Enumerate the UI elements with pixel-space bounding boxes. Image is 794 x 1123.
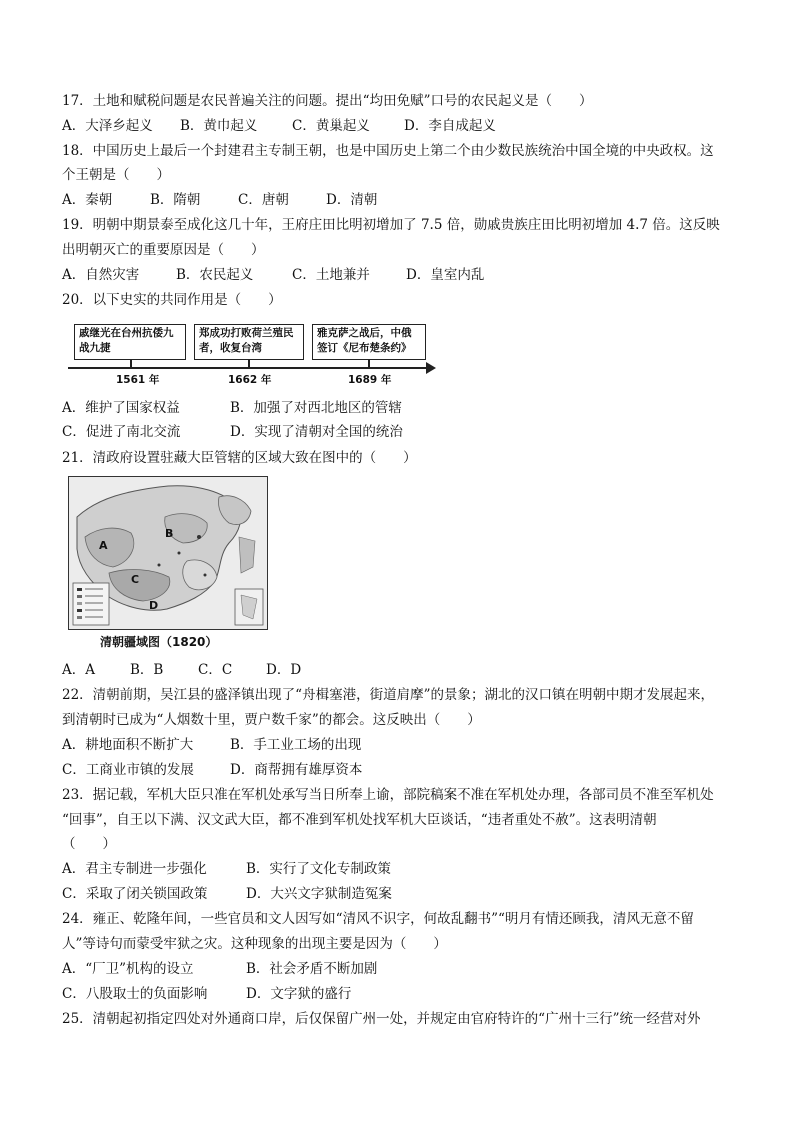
question-19-stem-line2: 出明朝灭亡的重要原因是（ ） <box>62 242 265 258</box>
question-23-stem-line3: （ ） <box>62 836 116 852</box>
question-19-options <box>62 265 484 285</box>
q20-option-d: D．实现了清朝对全国的统治 <box>230 424 403 440</box>
q24-option-b: B．社会矛盾不断加剧 <box>246 961 378 977</box>
q17-option-a: A．大泽乡起义 <box>62 118 153 134</box>
timeline-tick <box>130 360 132 369</box>
timeline-year-3: 1689 年 <box>348 374 392 386</box>
q21-option-b: B．B <box>130 662 164 678</box>
q17-option-b: B．黄巾起义 <box>180 118 258 134</box>
q24-option-a: A．“厂卫”机构的设立 <box>62 961 194 977</box>
map-label-d: D <box>149 599 159 612</box>
q19-option-c: C．土地兼并 <box>292 267 370 283</box>
q21-option-a: A．A <box>62 662 95 678</box>
question-22-stem-line2: 到清朝时已成为“人烟数十里，贾户数千家”的都会。这反映出（ ） <box>62 712 481 728</box>
q21-option-d: D．D <box>266 662 302 678</box>
map-caption: 清朝疆域图（1820） <box>100 635 218 649</box>
question-23-stem-line2: “回事”，自王以下满、汉文武大臣，都不准到军机处找军机大臣谈话，“违者重处不赦”。这表明清朝 <box>62 812 657 828</box>
question-25-stem-line1: 25．清朝起初指定四处对外通商口岸，后仅保留广州一处，并规定由官府特许的“广州十三行”统一经营对外 <box>62 1011 701 1027</box>
question-24-stem-line2: 人”等诗句而蒙受牢狱之灾。这种现象的出现主要是因为（ ） <box>62 936 447 952</box>
timeline-year-1: 1561 年 <box>116 374 160 386</box>
q19-option-d: D．皇室内乱 <box>406 267 485 283</box>
q24-option-d: D．文字狱的盛行 <box>246 986 352 1002</box>
q22-option-c: C．工商业市镇的发展 <box>62 762 194 778</box>
question-24-options-row1 <box>62 959 377 979</box>
question-20-stem: 20．以下史实的共同作用是（ ） <box>62 292 282 308</box>
q23-option-b: B．实行了文化专制政策 <box>246 861 391 877</box>
question-19-stem-line1: 19．明朝中期景泰至成化这几十年，王府庄田比明初增加了 7.5 倍，勋戚贵族庄田比明初增加 4.7 倍。这反映 <box>62 217 720 233</box>
q19-option-b: B．农民起义 <box>176 267 254 283</box>
timeline-arrow-icon <box>426 362 436 374</box>
question-18-options <box>62 190 377 210</box>
question-18-stem-line2: 个王朝是（ ） <box>62 167 170 183</box>
map-label-c: C <box>131 573 140 586</box>
question-23-options-row2 <box>62 884 392 904</box>
q23-option-c: C．采取了闭关锁国政策 <box>62 886 208 902</box>
timeline-tick <box>248 360 250 369</box>
question-20-options-row2 <box>62 422 403 442</box>
map-image <box>69 477 267 629</box>
map-label-b: B <box>165 527 174 540</box>
map-label-a: A <box>99 539 108 552</box>
question-18-stem-line1: 18．中国历史上最后一个封建君主专制王朝，也是中国历史上第二个由少数民族统治中国全境的中央政权。这 <box>62 143 714 159</box>
question-22-options-row2 <box>62 760 362 780</box>
q18-option-d: D．清朝 <box>326 192 378 208</box>
q20-option-c: C．促进了南北交流 <box>62 424 181 440</box>
question-23-options-row1 <box>62 859 391 879</box>
q23-option-d: D．大兴文字狱制造冤案 <box>246 886 392 902</box>
timeline-year-2: 1662 年 <box>228 374 272 386</box>
q21-option-c: C．C <box>198 662 233 678</box>
q22-option-a: A．耕地面积不断扩大 <box>62 737 194 753</box>
q18-option-a: A．秦朝 <box>62 192 113 208</box>
q19-option-a: A．自然灾害 <box>62 267 140 283</box>
timeline-event-1: 戚继光在台州抗倭九战九捷 <box>74 324 186 360</box>
timeline-figure <box>68 318 440 386</box>
q18-option-b: B．隋朝 <box>150 192 201 208</box>
timeline-event-3: 雅克萨之战后，中俄签订《尼布楚条约》 <box>312 324 426 360</box>
q17-option-d: D．李自成起义 <box>404 118 496 134</box>
q18-option-c: C．唐朝 <box>238 192 289 208</box>
timeline-tick <box>368 360 370 369</box>
q23-option-a: A．君主专制进一步强化 <box>62 861 207 877</box>
question-24-stem-line1: 24．雍正、乾隆年间，一些官员和文人因写如“清风不识字，何故乱翻书”“明月有情还顾我，清风无意不留 <box>62 911 694 927</box>
q20-option-b: B．加强了对西北地区的管辖 <box>230 400 402 416</box>
question-21-stem: 21．清政府设置驻藏大臣管辖的区域大致在图中的（ ） <box>62 450 417 466</box>
question-20-options-row1 <box>62 398 402 418</box>
question-17-stem: 17．土地和赋税问题是农民普遍关注的问题。提出“均田免赋”口号的农民起义是（ ） <box>62 93 593 109</box>
q22-option-b: B．手工业工场的出现 <box>230 737 362 753</box>
question-22-options-row1 <box>62 735 361 755</box>
question-17-options <box>62 116 496 136</box>
question-24-options-row2 <box>62 984 351 1004</box>
timeline-event-2: 郑成功打败荷兰殖民者，收复台湾 <box>194 324 304 360</box>
q22-option-d: D．商帮拥有雄厚资本 <box>230 762 363 778</box>
q24-option-c: C．八股取士的负面影响 <box>62 986 208 1002</box>
question-21-options <box>62 660 301 680</box>
qing-territory-map <box>68 476 268 630</box>
q17-option-c: C．黄巢起义 <box>292 118 370 134</box>
question-22-stem-line1: 22．清朝前期，吴江县的盛泽镇出现了“舟楫塞港，街道肩摩”的景象；湖北的汉口镇在明朝中期才发展起来， <box>62 687 714 703</box>
q20-option-a: A．维护了国家权益 <box>62 400 180 416</box>
question-23-stem-line1: 23．据记载，军机大臣只准在军机处承写当日所奉上谕，部院稿案不准在军机处办理，各部司员不准至军机处 <box>62 787 714 803</box>
